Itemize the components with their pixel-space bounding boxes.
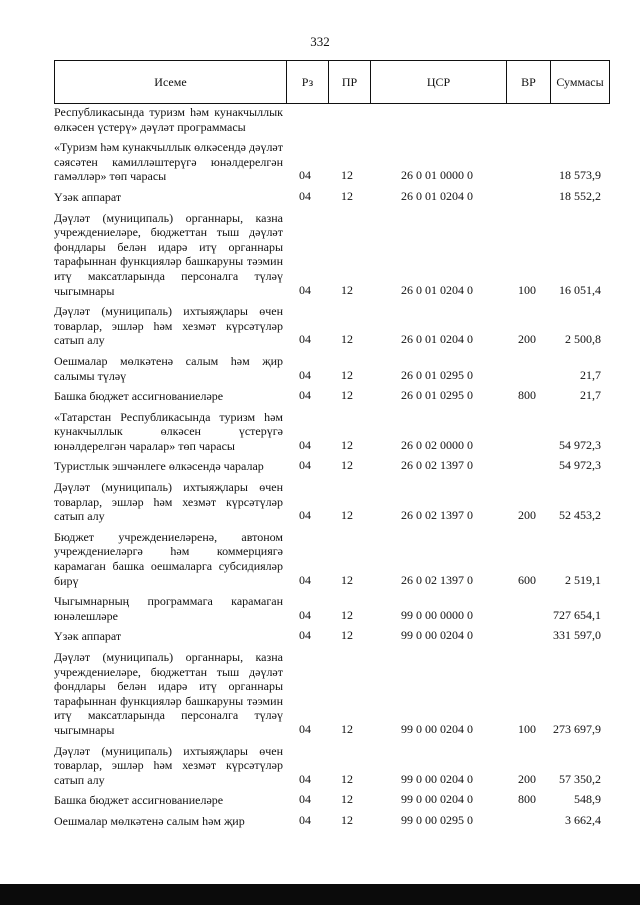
- row-sum: 548,9: [574, 792, 601, 807]
- row-name: Дәүләт (муниципаль) органнары, казна учреждениеләре, бюджеттан тыш дәүләт фондлары белән идарә итү органнары тарафыннан функцияләр башкаруны тәэмин итү максатларында персоналга түләү чыгымнары: [54, 650, 283, 737]
- table-row: [54, 479, 610, 524]
- row-sum: 57 350,2: [559, 771, 601, 786]
- row-name: Дәүләт (муниципаль) ихтыяҗлары өчен товарлар, эшләр һәм хезмәт күрсәтүләр сатып алу: [54, 743, 283, 787]
- row-sum: 2 519,1: [565, 572, 601, 587]
- row-sum: 727 654,1: [553, 607, 601, 622]
- table-row: [54, 813, 610, 829]
- row-sum: 21,7: [580, 367, 601, 382]
- header-pr: ПР: [328, 61, 370, 103]
- row-sum: 2 500,8: [565, 332, 601, 347]
- row-name: Үзәк аппарат: [54, 189, 122, 204]
- row-csr: 99 0 00 0000 0: [401, 607, 473, 622]
- header-name: Исеме: [154, 75, 187, 89]
- row-sum: 3 662,4: [565, 812, 601, 827]
- table-row: [54, 628, 610, 644]
- row-name: Бюджет учреждениеләренә, автоном учреждениеләргә һәм коммерциягә карамаган башка оешмаларга субсидияләр бирү: [54, 529, 283, 588]
- table-row: [54, 458, 610, 474]
- row-csr: 26 0 02 1397 0: [401, 458, 473, 473]
- row-sum: 54 972,3: [559, 437, 601, 452]
- table-row: [54, 649, 610, 738]
- row-csr: 26 0 02 0000 0: [401, 437, 473, 452]
- row-pr: 12: [341, 168, 353, 183]
- row-sum: 331 597,0: [553, 628, 601, 643]
- row-csr: 99 0 00 0204 0: [401, 628, 473, 643]
- row-pr: 12: [341, 508, 353, 523]
- row-rz: 04: [299, 812, 311, 827]
- table-row: [54, 189, 610, 205]
- row-sum: 21,7: [580, 388, 601, 403]
- table-header: [54, 60, 610, 104]
- row-name: Үзәк аппарат: [54, 629, 122, 644]
- row-name: Башка бюджет ассигнованиеләре: [54, 389, 224, 404]
- row-rz: 04: [299, 282, 311, 297]
- row-name: Чыгымнарның программага карамаган юнәлешләре: [54, 594, 283, 623]
- header-rz: Рз: [286, 61, 328, 103]
- row-pr: 12: [341, 282, 353, 297]
- row-pr: 12: [341, 628, 353, 643]
- row-rz: 04: [299, 188, 311, 203]
- row-csr: 99 0 00 0295 0: [401, 812, 473, 827]
- header-csr: ЦСР: [370, 61, 506, 103]
- row-csr: 99 0 00 0204 0: [401, 771, 473, 786]
- row-pr: 12: [341, 332, 353, 347]
- row-sum: 52 453,2: [559, 508, 601, 523]
- row-sum: 273 697,9: [553, 721, 601, 736]
- row-pr: 12: [341, 188, 353, 203]
- row-rz: 04: [299, 168, 311, 183]
- budget-table-body: [54, 104, 610, 829]
- row-pr: 12: [341, 388, 353, 403]
- row-name: Дәүләт (муниципаль) ихтыяҗлары өчен товарлар, эшләр һәм хезмәт күрсәтүләр сатып алу: [54, 480, 283, 524]
- row-pr: 12: [341, 572, 353, 587]
- row-pr: 12: [341, 792, 353, 807]
- row-rz: 04: [299, 332, 311, 347]
- row-pr: 12: [341, 812, 353, 827]
- table-row: [54, 409, 610, 454]
- row-pr: 12: [341, 721, 353, 736]
- row-pr: 12: [341, 437, 353, 452]
- row-csr: 26 0 01 0295 0: [401, 367, 473, 382]
- page-number: 332: [310, 34, 330, 49]
- table-row: [54, 104, 610, 134]
- row-vr: 200: [518, 771, 536, 786]
- row-pr: 12: [341, 607, 353, 622]
- table-row: [54, 139, 610, 184]
- row-name: Башка бюджет ассигнованиеләре: [54, 793, 224, 808]
- row-vr: 200: [518, 508, 536, 523]
- row-csr: 26 0 02 1397 0: [401, 572, 473, 587]
- row-vr: 800: [518, 792, 536, 807]
- row-name: Республикасында туризм һәм кунакчыллык өлкәсен үстерү» дәүләт программасы: [54, 105, 283, 134]
- row-csr: 26 0 01 0295 0: [401, 388, 473, 403]
- row-csr: 26 0 01 0204 0: [401, 332, 473, 347]
- row-rz: 04: [299, 367, 311, 382]
- row-name: Оешмалар мөлкәтенә салым һәм җир: [54, 813, 245, 828]
- row-vr: 100: [518, 282, 536, 297]
- row-vr: 600: [518, 572, 536, 587]
- scan-border: [0, 884, 640, 905]
- row-csr: 26 0 01 0204 0: [401, 188, 473, 203]
- row-vr: 200: [518, 332, 536, 347]
- row-rz: 04: [299, 721, 311, 736]
- table-row: [54, 792, 610, 808]
- row-rz: 04: [299, 437, 311, 452]
- row-name: «Татарстан Республикасында туризм һәм кунакчыллык өлкәсен үстерүгә юнәлдерелгән чаралар» төп чарасы: [54, 409, 283, 453]
- row-name: «Туризм һәм кунакчыллык өлкәсендә дәүләт сәясәтен камилләштерүгә юнәлдерелгән гамәлләр» төп чарасы: [54, 140, 283, 184]
- row-sum: 16 051,4: [559, 282, 601, 297]
- row-csr: 26 0 01 0204 0: [401, 282, 473, 297]
- row-rz: 04: [299, 607, 311, 622]
- header-sum: [550, 61, 609, 103]
- table-row: [54, 388, 610, 404]
- row-rz: 04: [299, 508, 311, 523]
- row-pr: 12: [341, 771, 353, 786]
- row-pr: 12: [341, 367, 353, 382]
- row-sum: 18 552,2: [559, 188, 601, 203]
- row-name: Туристлык эшчәнлеге өлкәсендә чаралар: [54, 459, 264, 474]
- row-name: Дәүләт (муниципаль) органнары, казна учреждениеләре, бюджеттан тыш дәүләт фондлары белән идарә итү органнары тарафыннан функцияләр башкаруны тәэмин итү максатларында персоналга түләү чыгымнары: [54, 210, 283, 298]
- table-row: [54, 210, 610, 299]
- table-row: [54, 743, 610, 788]
- row-csr: 99 0 00 0204 0: [401, 792, 473, 807]
- row-csr: 26 0 01 0000 0: [401, 168, 473, 183]
- row-vr: 800: [518, 388, 536, 403]
- table-row: [54, 303, 610, 348]
- row-name: Дәүләт (муниципаль) ихтыяҗлары өчен товарлар, эшләр һәм хезмәт күрсәтүләр сатып алу: [54, 304, 283, 348]
- header-vr: ВР: [506, 61, 550, 103]
- row-rz: 04: [299, 458, 311, 473]
- row-sum: 54 972,3: [559, 458, 601, 473]
- row-rz: 04: [299, 792, 311, 807]
- table-row: [54, 529, 610, 588]
- row-pr: 12: [341, 458, 353, 473]
- row-rz: 04: [299, 771, 311, 786]
- table-row: [54, 353, 610, 383]
- row-name: Оешмалар мөлкәтенә салым һәм җир салымы түләү: [54, 353, 283, 383]
- row-rz: 04: [299, 572, 311, 587]
- row-rz: 04: [299, 628, 311, 643]
- row-csr: 26 0 02 1397 0: [401, 508, 473, 523]
- row-vr: 100: [518, 721, 536, 736]
- row-rz: 04: [299, 388, 311, 403]
- row-csr: 99 0 00 0204 0: [401, 721, 473, 736]
- table-row: [54, 593, 610, 623]
- header-sum-label: Суммасы: [556, 75, 604, 89]
- row-sum: 18 573,9: [559, 168, 601, 183]
